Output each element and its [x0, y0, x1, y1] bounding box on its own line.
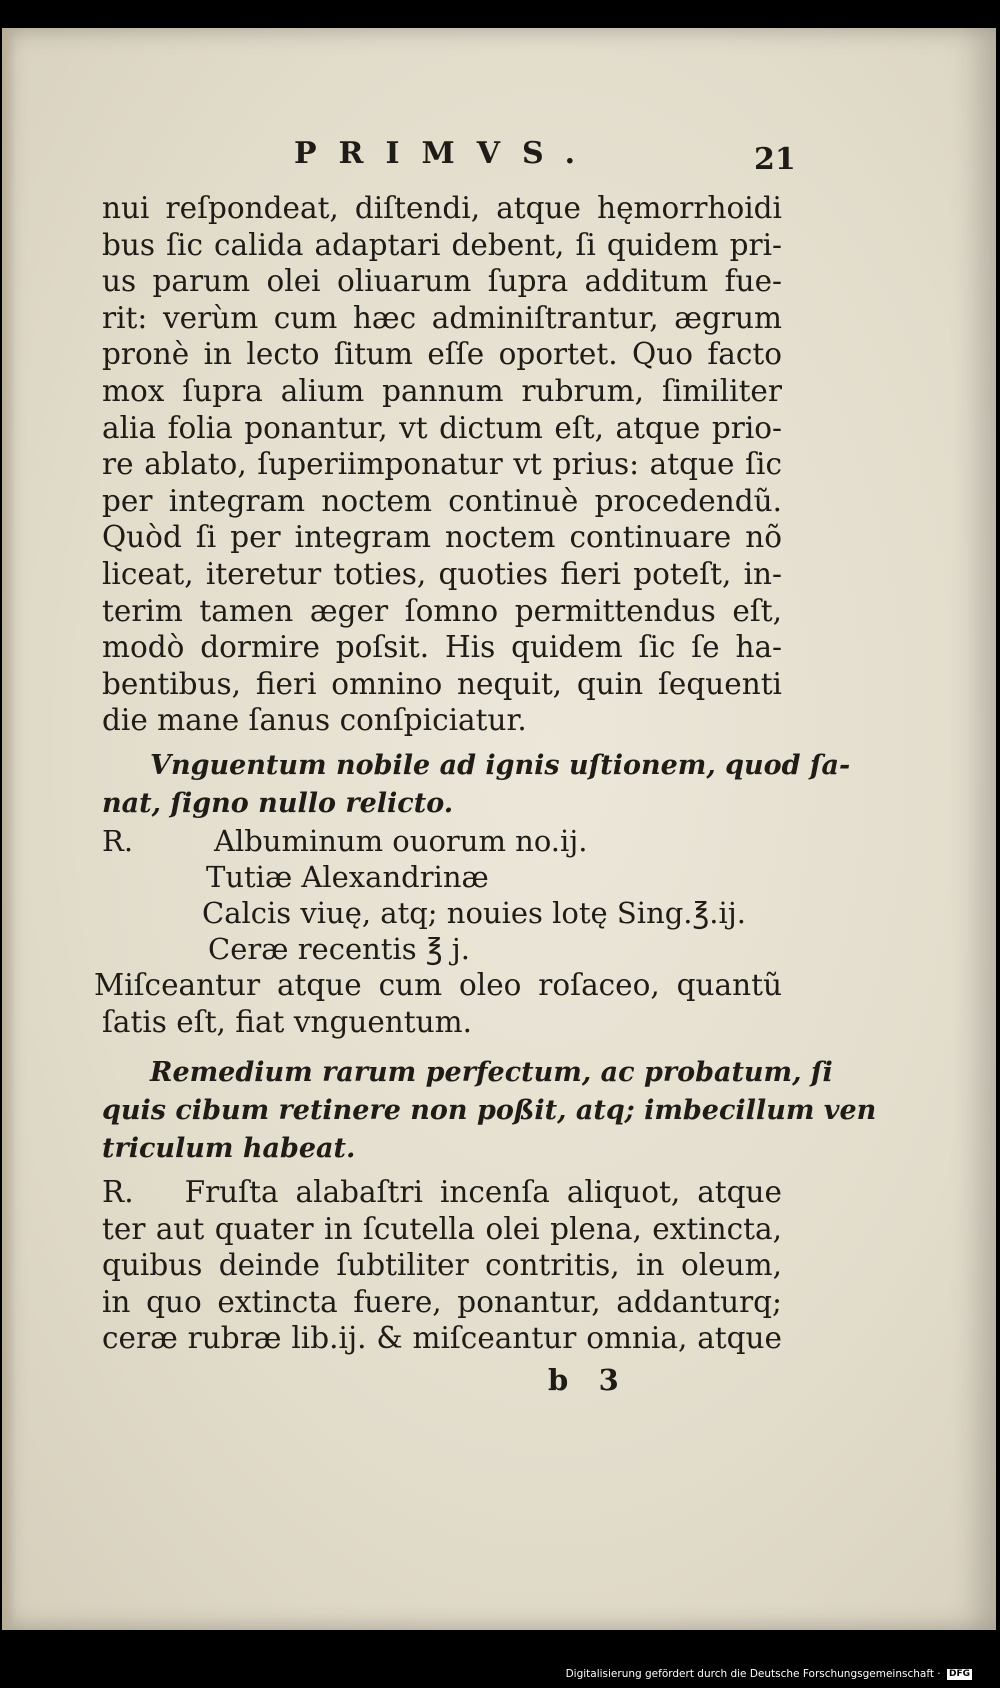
text-line: in quo extincta fuere, ponantur, addanturq;	[102, 1284, 782, 1319]
text-line: Quòd ſi per integram noctem continuare nõ	[102, 520, 782, 555]
text-block	[94, 136, 877, 1401]
text-line: quibus deinde ſubtiliter contritis, in oleum,	[102, 1248, 782, 1283]
dfg-logo: DFG	[948, 1668, 970, 1679]
ingredient: Tutiæ Alexandrinæ	[206, 859, 489, 894]
text-line: die mane ſanus conſpiciatur.	[102, 703, 527, 738]
ingredient: Calcis viuę, atq; nouies lotę Sing.℥.ij.	[202, 895, 746, 930]
text-line: ceræ rubræ lib.ij. & miſceantur omnia, atque	[102, 1321, 782, 1356]
text-line: nui reſpondeat, diſtendi, atque hęmorrhoidi	[102, 191, 782, 225]
text-line: terim tamen æger ſomno permittendus eſt,	[102, 593, 782, 628]
ingredient-row	[102, 859, 782, 895]
running-title: PRIMVS.	[294, 136, 598, 171]
text-line: us parum olei oliuarum ſupra additum fue-	[102, 264, 782, 299]
recipe-heading-line: quis cibum retinere non poßit, atq; imbecillum ven	[102, 1095, 877, 1127]
text-line: bentibus, fieri omnino nequit, quin ſequenti	[102, 666, 782, 701]
ingredient-row	[102, 823, 782, 859]
text-line: per integram noctem continuè procedendũ.	[102, 483, 782, 518]
ingredient: Albuminum ouorum no.ij.	[214, 823, 588, 858]
ingredient-row	[102, 895, 782, 931]
signature-row	[102, 1357, 782, 1401]
book-page	[2, 28, 996, 1630]
page-gutter-shadow	[2, 28, 16, 1630]
text-line: rit: verùm cum hæc adminiſtrantur, ægrum	[102, 300, 782, 335]
running-head	[102, 136, 796, 186]
body-paragraph	[102, 190, 782, 739]
recipe-2	[102, 1054, 877, 1357]
recipe-heading-line: triculum habeat.	[102, 1133, 356, 1165]
text-line: modò dormire poſsit. His quidem ſic ſe ha-	[102, 630, 782, 665]
text-line: mox ſupra alium pannum rubrum, ſimiliter	[102, 373, 782, 408]
recipe-directions-line: ſatis eſt, fiat vnguentum.	[102, 1004, 473, 1039]
text-line: liceat, iteretur toties, quoties fieri poteſt, in-	[102, 556, 782, 591]
recipe-label: R.	[102, 823, 134, 858]
recipe-heading-line: Vnguentum nobile ad ignis uſtionem, quod ſa-	[150, 749, 851, 781]
ingredient: Ceræ recentis ℥ j.	[208, 931, 471, 966]
text-line: re ablato, ſuperiimponatur vt prius: atque ſic	[102, 447, 782, 482]
recipe-directions-line: Miſceantur atque cum oleo roſaceo, quantũ	[94, 967, 782, 1002]
digitization-credit: Digitalisierung gefördert durch die Deutsche Forschungsgemeinschaft · DFG	[565, 1668, 970, 1680]
page-number: 21	[754, 142, 796, 177]
credit-text: Digitalisierung gefördert durch die Deutsche Forschungsgemeinschaft	[565, 1668, 934, 1680]
text-line: alia folia ponantur, vt dictum eſt, atque prio-	[102, 410, 782, 445]
recipe-heading-line: Remedium rarum perfectum, ac probatum, ſi	[150, 1057, 833, 1089]
ingredient-row	[102, 931, 782, 967]
text-line: pronè in lecto ſitum eſſe oportet. Quo facto	[102, 337, 782, 372]
signature-mark: b 3	[548, 1363, 619, 1398]
text-line: ter aut quater in ſcutella olei plena, extincta,	[102, 1211, 782, 1246]
recipe-1	[94, 747, 851, 1040]
text-line: R. Fruſta alabaſtri incenſa aliquot, atque	[102, 1175, 782, 1210]
text-line: bus ſic calida adaptari debent, ſi quidem pri-	[102, 227, 782, 262]
recipe-heading-line: nat, ſigno nullo relicto.	[102, 787, 454, 819]
